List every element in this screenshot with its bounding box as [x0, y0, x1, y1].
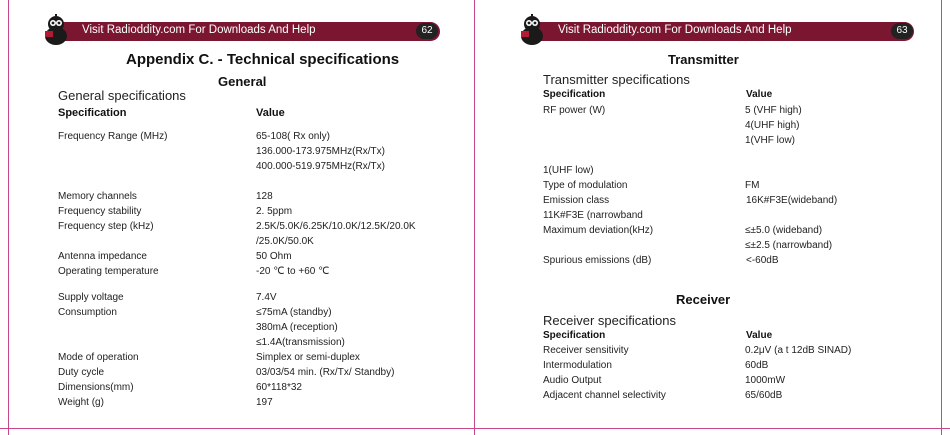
table-row-value: -20 ℃ to +60 ℃: [256, 266, 330, 277]
table-row-value: 16K#F3E(wideband): [746, 195, 838, 206]
table-row-value: 2. 5ppm: [256, 206, 293, 217]
transmitter-col-spec: Specification: [543, 89, 606, 100]
general-col-spec: Specification: [58, 107, 127, 119]
table-row-spec: Adjacent channel selectivity: [543, 390, 666, 401]
receiver-heading: Receiver: [676, 292, 731, 307]
table-row-value: FM: [745, 180, 760, 191]
page-title: Appendix C. - Technical specifications: [126, 51, 400, 68]
table-row-value: 03/03/54 min. (Rx/Tx/ Standby): [256, 367, 395, 378]
receiver-col-spec: Specification: [543, 330, 606, 341]
table-row-spec: Frequency stability: [58, 206, 142, 217]
mascot-logo-icon: [42, 14, 70, 46]
table-row-spec: Maximum deviation(kHz): [543, 225, 654, 236]
general-heading: General: [218, 74, 267, 89]
table-row-spec: Dimensions(mm): [58, 382, 134, 393]
table-row-spec: Weight (g): [58, 397, 104, 408]
table-row-value: ≤±2.5 (narrowband): [745, 240, 833, 251]
table-row-value: 1(VHF low): [745, 135, 796, 146]
table-row-value: 2.5K/5.0K/6.25K/10.0K/12.5K/20.0K: [256, 221, 416, 232]
right-trim-line: [941, 0, 942, 435]
table-row-value: <-60dB: [746, 255, 779, 266]
table-row-spec: Emission class: [543, 195, 610, 206]
center-fold-line: [474, 0, 475, 435]
mascot-logo-icon: [518, 14, 546, 46]
right-banner-text: Visit Radioddity.com For Downloads And Help: [558, 24, 792, 36]
table-row-value: 60*118*32: [256, 382, 302, 393]
transmitter-col-value: Value: [746, 89, 773, 100]
table-row-value: 197: [256, 397, 273, 408]
table-row-spec: Mode of operation: [58, 352, 139, 363]
table-row-value: 4(UHF high): [745, 120, 800, 131]
table-row-value: 0.2μV (a t 12dB SINAD): [745, 345, 852, 356]
general-section-title: General specifications: [58, 88, 186, 103]
left-trim-line: [8, 0, 9, 435]
table-row-value: 65/60dB: [745, 390, 783, 401]
right-page-number: 63: [891, 23, 913, 39]
table-row-spec: Memory channels: [58, 191, 137, 202]
table-row-spec: Spurious emissions (dB): [543, 255, 652, 266]
table-row-value: 128: [256, 191, 273, 202]
transmitter-section-title: Transmitter specifications: [543, 72, 690, 87]
table-row-value: 136.000-173.975MHz(Rx/Tx): [256, 146, 385, 157]
table-row-value: 400.000-519.975MHz(Rx/Tx): [256, 161, 385, 172]
table-row-value: 60dB: [745, 360, 769, 371]
table-row-spec: RF power (W): [543, 105, 606, 116]
table-row-spec: Antenna impedance: [58, 251, 147, 262]
table-row-spec: Frequency Range (MHz): [58, 131, 168, 142]
table-row-value: 380mA (reception): [256, 322, 338, 333]
general-col-value: Value: [256, 107, 285, 119]
table-row-value: 5 (VHF high): [745, 105, 802, 116]
table-row-value: 1000mW: [745, 375, 786, 386]
table-row-spec: Operating temperature: [58, 266, 159, 277]
table-row-spec: 1(UHF low): [543, 165, 594, 176]
table-row-value: ≤75mA (standby): [256, 307, 332, 318]
table-row-spec: Consumption: [58, 307, 117, 318]
bottom-trim-line: [0, 428, 950, 429]
table-row-spec: Type of modulation: [543, 180, 628, 191]
table-row-value: 50 Ohm: [256, 251, 292, 262]
table-row-spec: Audio Output: [543, 375, 602, 386]
table-row-value: /25.0K/50.0K: [256, 236, 314, 247]
table-row-value: 65-108( Rx only): [256, 131, 330, 142]
table-row-value: Simplex or semi-duplex: [256, 352, 360, 363]
transmitter-heading: Transmitter: [668, 52, 739, 67]
table-row-spec: Receiver sensitivity: [543, 345, 629, 356]
receiver-section-title: Receiver specifications: [543, 313, 676, 328]
table-row-value: ≤1.4A(transmission): [256, 337, 345, 348]
table-row-spec: Frequency step (kHz): [58, 221, 154, 232]
table-row-spec: 11K#F3E (narrowband: [543, 210, 643, 221]
left-banner-text: Visit Radioddity.com For Downloads And Help: [82, 24, 316, 36]
receiver-col-value: Value: [746, 330, 773, 341]
table-row-spec: Supply voltage: [58, 292, 124, 303]
table-row-spec: Duty cycle: [58, 367, 105, 378]
right-banner: [528, 22, 914, 41]
left-page-number: 62: [416, 23, 438, 39]
table-row-spec: Intermodulation: [543, 360, 612, 371]
left-banner: [52, 22, 440, 41]
table-row-value: ≤±5.0 (wideband): [745, 225, 823, 236]
table-row-value: 7.4V: [256, 292, 277, 303]
